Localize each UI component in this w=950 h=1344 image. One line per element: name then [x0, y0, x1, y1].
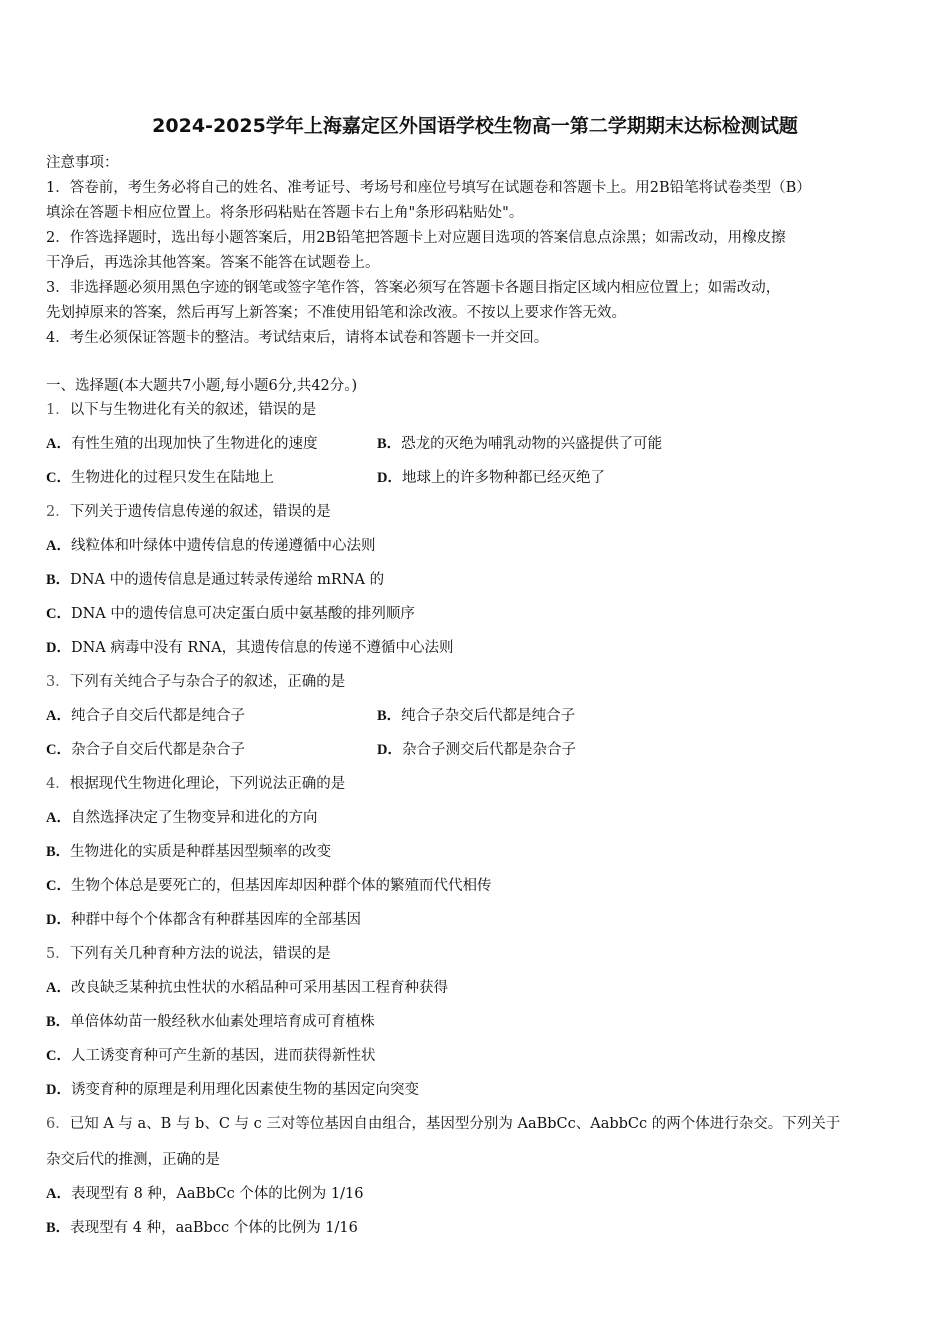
option-c: C．人工诱变育种可产生新的基因，进而获得新性状 — [46, 1048, 376, 1064]
question-number: 2． — [46, 504, 70, 520]
option-a: A．有性生殖的出现加快了生物进化的速度 — [46, 436, 318, 452]
option-a: A．纯合子自交后代都是纯合子 — [46, 708, 245, 724]
option-a: A．改良缺乏某种抗虫性状的水稻品种可采用基因工程育种获得 — [46, 980, 448, 996]
question-stem — [46, 398, 908, 432]
option-c: C．生物进化的过程只发生在陆地上 — [46, 470, 274, 486]
option-d: D．杂合子测交后代都是杂合子 — [377, 742, 576, 758]
question-stem-continued: 杂交后代的推测，正确的是 — [46, 1152, 220, 1168]
question-text: 下列有关几种育种方法的说法，错误的是 — [69, 946, 331, 962]
question-text: 已知 A 与 a、B 与 b、C 与 c 三对等位基因自由组合，基因型分别为 AaBbCc、AabbCc 的两个体进行杂交。下列关于 — [69, 1116, 841, 1132]
question-stem — [46, 942, 908, 976]
option-a: A．线粒体和叶绿体中遗传信息的传递遵循中心法则 — [46, 538, 376, 554]
option-a: A．自然选择决定了生物变异和进化的方向 — [46, 810, 318, 826]
option-c: C．杂合子自交后代都是杂合子 — [46, 742, 245, 758]
option-d: D．地球上的许多物种都已经灭绝了 — [377, 470, 605, 486]
option-row — [46, 466, 908, 500]
option-d: D．种群中每个个体都含有种群基因库的全部基因 — [46, 912, 361, 928]
option-b: B．DNA 中的遗传信息是通过转录传递给 mRNA 的 — [46, 572, 385, 588]
option-d: D．诱变育种的原理是利用理化因素使生物的基因定向突变 — [46, 1082, 419, 1098]
notes-heading: 注意事项： — [46, 155, 119, 171]
notes-block — [46, 151, 908, 351]
notes-line: 1．答卷前，考生务必将自己的姓名、准考证号、考场号和座位号填写在试题卷和答题卡上。用2B铅笔将试卷类型（B） — [46, 180, 811, 196]
question-number: 4． — [46, 776, 70, 792]
questions — [46, 398, 908, 1250]
option-c: C．生物个体总是要死亡的，但基因库却因种群个体的繁殖而代代相传 — [46, 878, 492, 894]
option-row — [46, 432, 908, 466]
option-d: D．DNA 病毒中没有 RNA，其遗传信息的传递不遵循中心法则 — [46, 640, 454, 656]
question-stem — [46, 1112, 908, 1148]
option-a: A．表现型有 8 种，AaBbCc 个体的比例为 1/16 — [46, 1186, 364, 1202]
question-stem — [46, 772, 908, 806]
option-row — [46, 704, 908, 738]
option-b: B．单倍体幼苗一般经秋水仙素处理培育成可育植株 — [46, 1014, 375, 1030]
question-text: 以下与生物进化有关的叙述，错误的是 — [69, 402, 317, 418]
question-number: 1． — [46, 402, 70, 418]
question-stem — [46, 500, 908, 534]
section-heading: 一、选择题(本大题共7小题,每小题6分,共42分。) — [46, 378, 358, 394]
option-b: B．表现型有 4 种，aaBbcc 个体的比例为 1/16 — [46, 1220, 358, 1236]
question-number: 6． — [46, 1116, 70, 1132]
option-b: B．纯合子杂交后代都是纯合子 — [377, 708, 576, 724]
page-title: 2024-2025学年上海嘉定区外国语学校生物高一第二学期期末达标检测试题 — [152, 115, 798, 137]
option-b: B．生物进化的实质是种群基因型频率的改变 — [46, 844, 332, 860]
notes-line: 干净后，再选涂其他答案。答案不能答在试题卷上。 — [46, 255, 380, 271]
question-text: 根据现代生物进化理论，下列说法正确的是 — [69, 776, 346, 792]
question-text: 下列关于遗传信息传递的叙述，错误的是 — [69, 504, 331, 520]
notes-line: 2．作答选择题时，选出每小题答案后，用2B铅笔把答题卡上对应题目选项的答案信息点涂黑；如需改动，用橡皮擦 — [46, 230, 786, 246]
question-text: 下列有关纯合子与杂合子的叙述，正确的是 — [69, 674, 346, 690]
option-c: C．DNA 中的遗传信息可决定蛋白质中氨基酸的排列顺序 — [46, 606, 415, 622]
notes-line: 4．考生必须保证答题卡的整洁。考试结束后，请将本试卷和答题卡一并交回。 — [46, 330, 549, 346]
notes-line: 3．非选择题必须用黑色字迹的钢笔或签字笔作答，答案必须写在答题卡各题目指定区域内相应位置上；如需改动， — [46, 280, 781, 296]
option-b: B．恐龙的灭绝为哺乳动物的兴盛提供了可能 — [377, 436, 663, 452]
question-stem — [46, 670, 908, 704]
question-6 — [46, 1112, 908, 1182]
option-row — [46, 738, 908, 772]
question-number: 5． — [46, 946, 70, 962]
question-number: 3． — [46, 674, 70, 690]
notes-line: 先划掉原来的答案，然后再写上新答案；不准使用铅笔和涂改液。不按以上要求作答无效。 — [46, 305, 626, 321]
notes-line: 填涂在答题卡相应位置上。将条形码粘贴在答题卡右上角"条形码粘贴处"。 — [46, 205, 524, 221]
